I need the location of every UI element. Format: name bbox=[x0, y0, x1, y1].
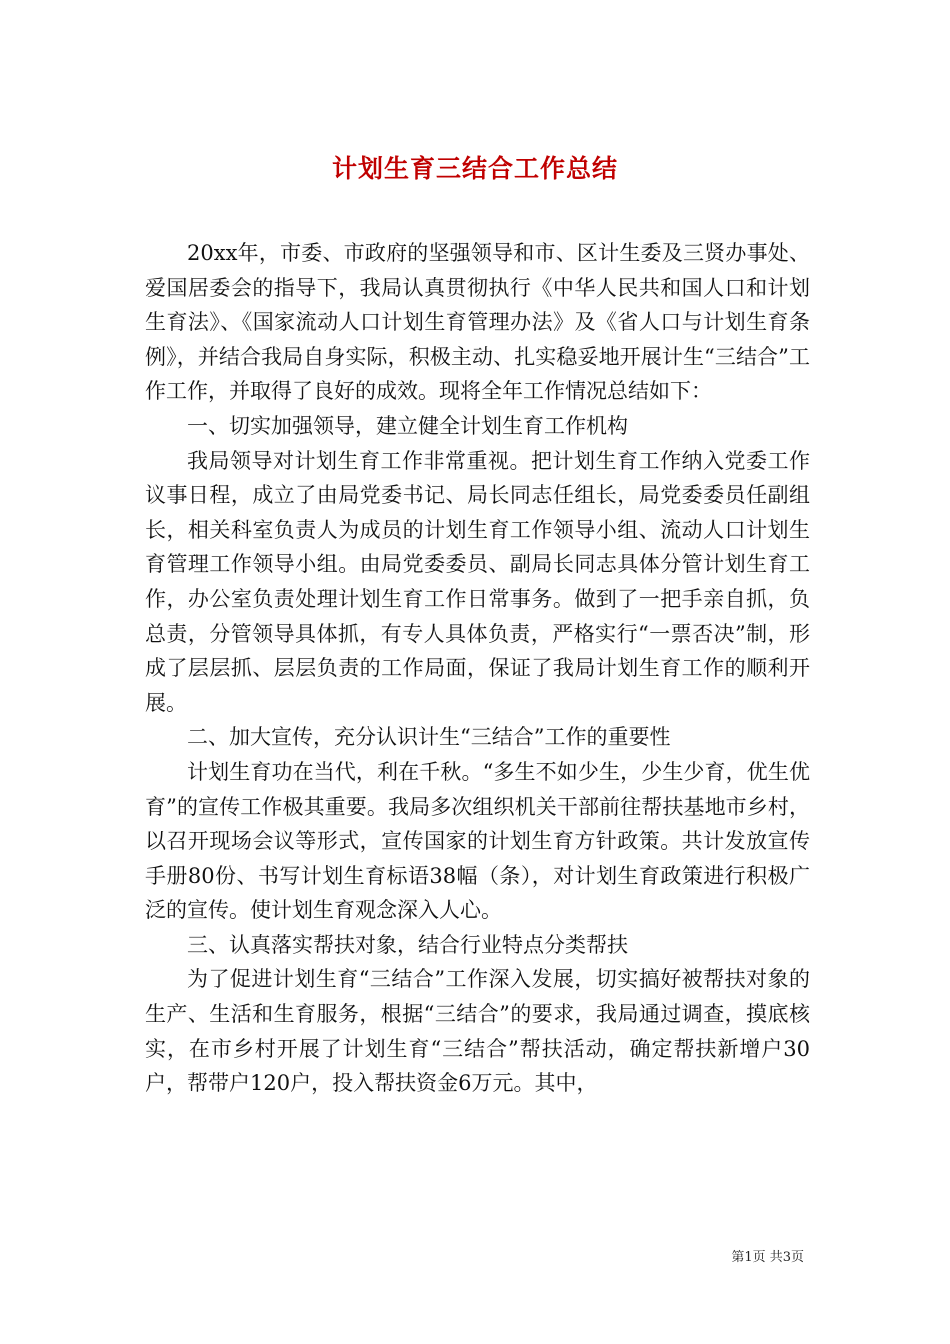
page-number-footer: 第1页 共3页 bbox=[731, 1250, 804, 1265]
paragraph-section-1: 我局领导对计划生育工作非常重视。把计划生育工作纳入党委工作议事日程，成立了由局党委书记、局长同志任组长，局党委委员任副组长，相关科室负责人为成员的计划生育工作领导小组、流动人口计划生育管理工作领导小组。由局党委委员、副局长同志具体分管计划生育工作，办公室负责处理计划生育工作日常事务。做到了一把手亲自抓，负总责，分管领导具体抓，有专人具体负责，严格实行“一票否决”制，形成了层层抓、层层负责的工作局面，保证了我局计划生育工作的顺利开展。 bbox=[145, 448, 810, 715]
document-body bbox=[145, 236, 810, 1101]
paragraph-section-2: 计划生育功在当代，利在千秋。“多生不如少生，少生少育，优生优育”的宣传工作极其重要。我局多次组织机关干部前往帮扶基地市乡村，以召开现场会议等形式，宣传国家的计划生育方针政策。共计发放宣传手册80份、书写计划生育标语38幅（条），对计划生育政策进行积极广泛的宣传。使计划生育观念深入人心。 bbox=[145, 759, 810, 923]
section-heading-3: 三、认真落实帮扶对象，结合行业特点分类帮扶 bbox=[187, 932, 628, 957]
section-heading-1: 一、切实加强领导，建立健全计划生育工作机构 bbox=[187, 413, 628, 438]
document-title: 计划生育三结合工作总结 bbox=[331, 153, 618, 183]
section-heading-2: 二、加大宣传，充分认识计生“三结合”工作的重要性 bbox=[187, 725, 671, 750]
paragraph-section-3: 为了促进计划生育“三结合”工作深入发展，切实搞好被帮扶对象的生产、生活和生育服务，根据“三结合”的要求，我局通过调查，摸底核实，在市乡村开展了计划生育“三结合”帮扶活动，确定帮扶新增户30户，帮带户120户，投入帮扶资金6万元。其中， bbox=[145, 967, 810, 1096]
paragraph-intro: 20xx年，市委、市政府的坚强领导和市、区计生委及三贤办事处、爱国居委会的指导下，我局认真贯彻执行《中华人民共和国人口和计划生育法》、《国家流动人口计划生育管理办法》及《省人口与计划生育条例》，并结合我局自身实际，积极主动、扎实稳妥地开展计生“三结合”工作工作，并取得了良好的成效。现将全年工作情况总结如下： bbox=[145, 241, 810, 404]
